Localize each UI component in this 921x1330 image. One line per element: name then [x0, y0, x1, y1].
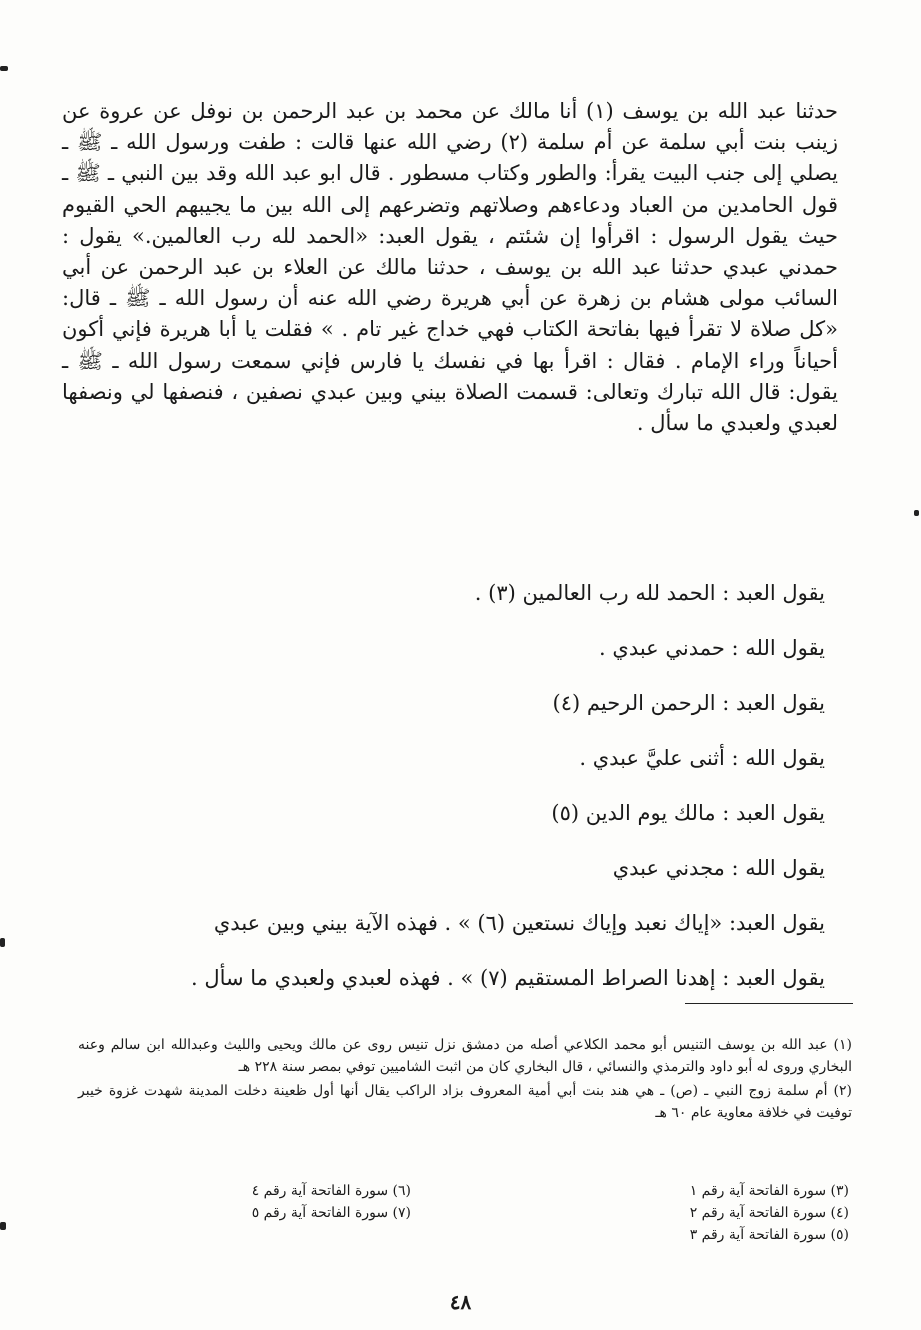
- footnote-column-right: [690, 1180, 849, 1246]
- footnote-3: (٣) سورة الفاتحة آية رقم ١: [689, 1183, 849, 1199]
- main-text: [62, 96, 838, 439]
- body-paragraph: حدثنا عبد الله بن يوسف (١) أنا مالك عن محمد بن عبد الرحمن بن نوفل عن عروة عن زينب بنت أبي سلمة عن أم سلمة (٢) رضي الله عنها قالت : طفت ورسول الله ـ ﷺ ـ يصلي إلى جنب البيت يقرأ: والطور وكتاب مسطور . قال ابو عبد الله وقد بين النبي ـ ﷺ ـ قول الحامدين من العباد ودعاءهم وصلاتهم وتضرعهم إلى الله بين ما يجيبهم الحي القيوم حيث يقول الرسول : اقرأوا إن شئتم ، يقول العبد: «الحمد لله رب العالمين.» يقول : حمدني عبدي حدثنا عبد الله بن يوسف ، حدثنا مالك عن العلاء بن عبد الرحمن عن أبي السائب مولى هشام بن زهرة عن أبي هريرة رضي الله عنه أن رسول الله ـ ﷺ ـ قال: «كل صلاة لا تقرأ فيها بفاتحة الكتاب فهي خداج غير تام . » فقلت يا أبا هريرة فإني أكون أحياناً وراء الإمام . فقال : اقرأ بها في نفسك يا فارس فإني سمعت رسول الله ـ ﷺ ـ يقول: قال الله تبارك وتعالى: قسمت الصلاة بيني وبين عبدي نصفين ، فنصفها لي ونصفها لعبدي ولعبدي ما سأل .: [62, 99, 838, 436]
- edge-mark-bottom-left: [0, 1222, 6, 1230]
- footnotes: [78, 1034, 852, 1124]
- dialogue-line: يقول الله : حمدني عبدي .: [599, 636, 825, 660]
- footnote-4: (٤) سورة الفاتحة آية رقم ٢: [689, 1205, 849, 1221]
- footnote-1: (١) عبد الله بن يوسف التنيس أبو محمد الكلاعي أصله من دمشق نزل تنيس روى عن مالك ويحيى والليث وعبدالله ابن سالم وعنه البخاري وروى له أبو داود والترمذي والنسائي ، قال البخاري كان من اثبت الشاميين توفي بمصر سنة ٢٢٨ هـ: [78, 1037, 852, 1075]
- footnote-2: (٢) أم سلمة زوج النبي ـ (ص) ـ هي هند بنت أبي أمية المعروف بزاد الراكب يقال أنها أول ظعينة دخلت المدينة شهدت غزوة خيبر توفيت في خلافة معاوية عام ٦٠ هـ: [78, 1083, 852, 1121]
- dialogue-line: يقول الله : أثنى عليَّ عبدي .: [579, 746, 825, 770]
- edge-mark-middle-left: [0, 938, 5, 947]
- footnote-7: (٧) سورة الفاتحة آية رقم ٥: [251, 1205, 411, 1221]
- dialogue-line: يقول العبد: «إياك نعبد وإياك نستعين (٦) » . فهذه الآية بيني وبين عبدي: [213, 911, 825, 935]
- dialogue-line: يقول الله : مجدني عبدي: [612, 856, 825, 880]
- dialogue-list: [125, 566, 825, 1006]
- edge-mark-right: [914, 510, 919, 516]
- dialogue-line: يقول العبد : مالك يوم الدين (٥): [551, 801, 825, 825]
- footnote-divider: [685, 1003, 853, 1004]
- footnote-6: (٦) سورة الفاتحة آية رقم ٤: [251, 1183, 411, 1199]
- edge-mark-top-left: [0, 66, 8, 71]
- footnote-5: (٥) سورة الفاتحة آية رقم ٣: [689, 1227, 849, 1243]
- footnote-column-left: [252, 1180, 411, 1224]
- dialogue-line: يقول العبد : الحمد لله رب العالمين (٣) .: [474, 581, 825, 605]
- page-number: ٤٨: [449, 1290, 472, 1314]
- dialogue-line: يقول العبد : الرحمن الرحيم (٤): [552, 691, 825, 715]
- dialogue-line: يقول العبد : إهدنا الصراط المستقيم (٧) » . فهذه لعبدي ولعبدي ما سأل .: [191, 966, 825, 990]
